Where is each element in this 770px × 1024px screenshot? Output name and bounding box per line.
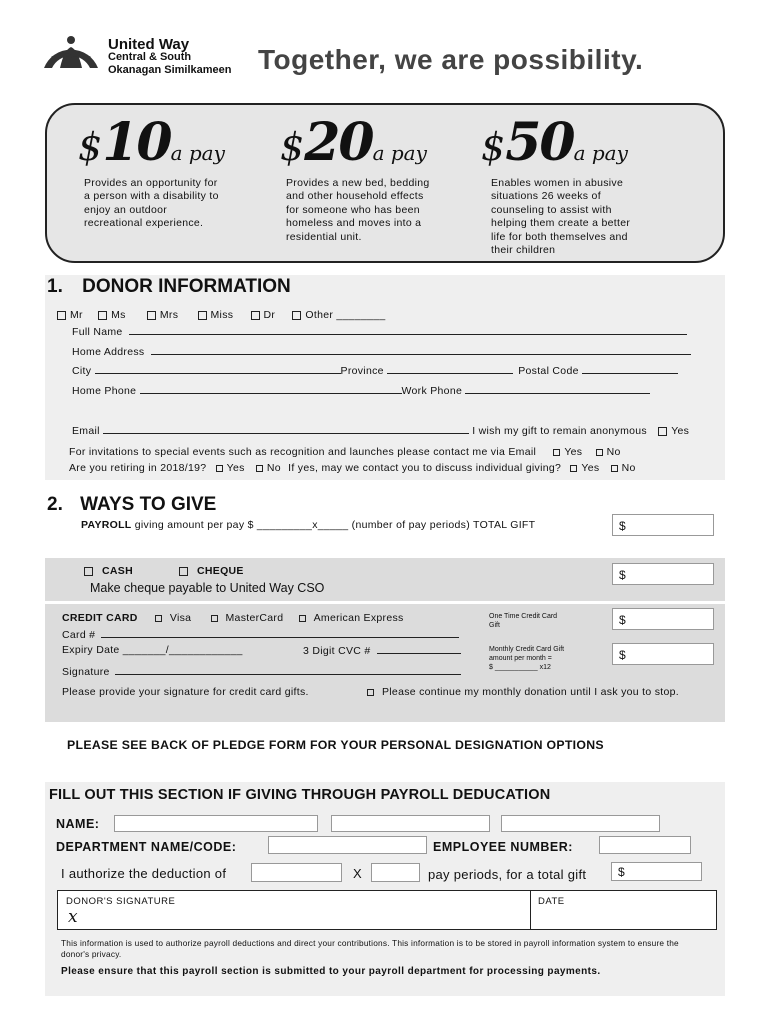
submit-note: Please ensure that this payroll section is submitted to your payroll department for processing payments. bbox=[61, 966, 601, 977]
retiring-row bbox=[69, 462, 636, 474]
total-gift-input[interactable] bbox=[611, 862, 702, 881]
province-label: Province bbox=[340, 365, 384, 377]
section-title: WAYS TO GIVE bbox=[80, 494, 217, 515]
title-label: Other ________ bbox=[305, 309, 386, 321]
checkbox[interactable] bbox=[251, 311, 260, 320]
checkbox[interactable] bbox=[98, 311, 107, 320]
cvc-label: 3 Digit CVC # bbox=[303, 645, 371, 657]
one-time-line: One Time Credit Card bbox=[489, 613, 558, 620]
home-address-field[interactable] bbox=[72, 345, 691, 358]
desc-line: Provides a new bed, bedding bbox=[286, 177, 430, 189]
mastercard-label: MasterCard bbox=[225, 612, 284, 624]
authorize-label: I authorize the deduction of bbox=[61, 866, 227, 881]
employee-number-input[interactable] bbox=[599, 836, 691, 854]
yes-label: Yes bbox=[581, 462, 600, 474]
dollar-sign: $ bbox=[618, 865, 625, 879]
dollar-sign: $ bbox=[619, 648, 626, 662]
title-mrs[interactable] bbox=[147, 309, 178, 321]
level-50-desc bbox=[491, 177, 630, 257]
title-label: Dr bbox=[263, 309, 276, 321]
desc-line: Enables women in abusive bbox=[491, 177, 624, 189]
contact-yes-checkbox[interactable] bbox=[570, 465, 577, 472]
one-time-label bbox=[489, 612, 557, 630]
dollar-sign: $ bbox=[619, 613, 626, 627]
level-suffix: a pay bbox=[573, 141, 628, 165]
title-dr[interactable] bbox=[251, 309, 276, 321]
home-phone-label: Home Phone bbox=[72, 385, 137, 397]
retiring-no-checkbox[interactable] bbox=[256, 465, 263, 472]
cash-label: CASH bbox=[102, 565, 133, 577]
desc-line: Provides an opportunity for bbox=[84, 177, 218, 189]
department-label: DEPARTMENT NAME/CODE: bbox=[56, 840, 237, 854]
anonymous-label: I wish my gift to remain anonymous bbox=[472, 425, 647, 437]
city-label: City bbox=[72, 365, 92, 377]
retiring-label: Are you retiring in 2018/19? bbox=[69, 462, 207, 474]
cheque-amount-input[interactable] bbox=[612, 563, 714, 585]
level-10 bbox=[78, 112, 225, 173]
desc-line: homeless and moves into a bbox=[286, 217, 422, 230]
payroll-total-input[interactable] bbox=[612, 514, 714, 536]
name-label: NAME: bbox=[56, 817, 100, 831]
title-ms[interactable] bbox=[98, 309, 126, 321]
level-suffix: a pay bbox=[170, 141, 225, 165]
org-region-1: Central & South bbox=[108, 51, 192, 63]
amex-checkbox[interactable] bbox=[299, 615, 306, 622]
amex-label: American Express bbox=[313, 612, 404, 624]
full-name-field[interactable] bbox=[72, 325, 694, 338]
continue-checkbox[interactable] bbox=[367, 689, 374, 696]
no-label: No bbox=[266, 462, 281, 474]
payroll-label: PAYROLL bbox=[81, 519, 132, 531]
monthly-line: Monthly Credit Card Gift bbox=[489, 646, 565, 653]
org-region-2: Okanagan Similkameen bbox=[108, 64, 232, 76]
desc-line: life for both themselves and bbox=[491, 230, 628, 243]
city-row bbox=[72, 364, 678, 377]
donor-signature-label: DONOR'S SIGNATURE bbox=[66, 896, 176, 907]
title-other[interactable] bbox=[292, 309, 385, 321]
monthly-label bbox=[489, 645, 564, 672]
cvc-field[interactable] bbox=[303, 644, 461, 657]
title-label: Mr bbox=[70, 309, 83, 321]
email-row bbox=[72, 424, 689, 437]
title-label: Ms bbox=[111, 309, 126, 321]
desc-line: for someone who has been bbox=[286, 203, 420, 216]
field-label: Full Name bbox=[72, 326, 123, 338]
monthly-line: $ ___________ x12 bbox=[489, 664, 551, 671]
anonymous-yes-checkbox[interactable] bbox=[658, 427, 667, 436]
section-number: 1. bbox=[47, 276, 63, 297]
middle-name-input[interactable] bbox=[331, 815, 490, 832]
level-20-desc bbox=[286, 177, 430, 244]
invitations-label: For invitations to special events such as recognition and launches please contact me via Email bbox=[69, 446, 537, 458]
no-label: No bbox=[621, 462, 636, 474]
title-miss[interactable] bbox=[198, 309, 234, 321]
expiry-label: Expiry Date _______/____________ bbox=[62, 644, 243, 656]
deduction-amount-input[interactable] bbox=[251, 863, 342, 882]
cheque-checkbox[interactable] bbox=[179, 567, 188, 576]
desc-line: recreational experience. bbox=[84, 217, 204, 230]
level-10-desc bbox=[84, 177, 219, 231]
cash-checkbox[interactable] bbox=[84, 567, 93, 576]
checkbox[interactable] bbox=[292, 311, 301, 320]
email-label: Email bbox=[72, 425, 100, 437]
level-20 bbox=[280, 112, 427, 173]
cheque-note: Make cheque payable to United Way CSO bbox=[90, 581, 325, 595]
expiry-field[interactable] bbox=[62, 644, 243, 656]
payroll-text: giving amount per pay $ _________x_____ (number of pay periods) TOTAL GIFT bbox=[134, 519, 536, 531]
title-label: Mrs bbox=[159, 309, 179, 321]
visa-label: Visa bbox=[169, 612, 192, 624]
united-way-logo-icon bbox=[40, 22, 102, 70]
times-label: X bbox=[353, 866, 362, 881]
yes-label: Yes bbox=[226, 462, 245, 474]
desc-line: residential unit. bbox=[286, 230, 362, 243]
sig-note: Please provide your signature for credit card gifts. bbox=[62, 686, 309, 698]
yes-label: Yes bbox=[671, 425, 690, 437]
section-title: DONOR INFORMATION bbox=[82, 276, 291, 297]
donor-signature-input[interactable] bbox=[86, 908, 526, 928]
pay-periods-label: pay periods, for a total gift bbox=[428, 867, 587, 882]
province-field[interactable] bbox=[387, 364, 513, 374]
invitations-yes-checkbox[interactable] bbox=[553, 449, 560, 456]
work-phone-field[interactable] bbox=[465, 384, 650, 394]
phone-row bbox=[72, 384, 650, 397]
checkbox[interactable] bbox=[147, 311, 156, 320]
desc-line: their children bbox=[491, 244, 556, 257]
card-number-field[interactable] bbox=[62, 628, 459, 641]
retiring-question: If yes, may we contact you to discuss individual giving? bbox=[288, 462, 562, 474]
level-50 bbox=[481, 112, 628, 173]
level-currency: $ bbox=[280, 125, 305, 169]
level-suffix: a pay bbox=[372, 141, 427, 165]
department-input[interactable] bbox=[268, 836, 427, 854]
mastercard-checkbox[interactable] bbox=[211, 615, 218, 622]
one-time-amount-input[interactable] bbox=[612, 608, 714, 630]
signature-label: Signature bbox=[62, 666, 110, 678]
retiring-yes-checkbox[interactable] bbox=[216, 465, 223, 472]
last-name-input[interactable] bbox=[501, 815, 660, 832]
work-phone-label: Work Phone bbox=[401, 385, 463, 397]
desc-line: helping them create a better bbox=[491, 217, 631, 230]
title-label: Miss bbox=[210, 309, 234, 321]
level-amount: 20 bbox=[304, 112, 373, 173]
checkbox[interactable] bbox=[57, 311, 66, 320]
desc-line: and other household effects bbox=[286, 190, 424, 203]
first-name-input[interactable] bbox=[114, 815, 318, 832]
cash-option[interactable] bbox=[84, 565, 133, 577]
dollar-sign: $ bbox=[619, 519, 626, 533]
level-currency: $ bbox=[78, 125, 103, 169]
see-back-note: PLEASE SEE BACK OF PLEDGE FORM FOR YOUR PERSONAL DESIGNATION OPTIONS bbox=[67, 738, 604, 752]
one-time-line: Gift bbox=[489, 622, 500, 629]
email-field[interactable] bbox=[103, 424, 469, 434]
home-phone-field[interactable] bbox=[140, 384, 402, 394]
visa-checkbox[interactable] bbox=[155, 615, 162, 622]
city-field[interactable] bbox=[95, 364, 341, 374]
postal-code-field[interactable] bbox=[582, 364, 678, 374]
credit-card-label: CREDIT CARD bbox=[62, 612, 138, 624]
payroll-deduction-heading: FILL OUT THIS SECTION IF GIVING THROUGH PAYROLL DEDUCATION bbox=[49, 787, 551, 803]
monthly-line: amount per month = bbox=[489, 655, 552, 662]
cheque-option[interactable] bbox=[179, 565, 244, 577]
continue-label: Please continue my monthly donation until I ask you to stop. bbox=[382, 686, 679, 698]
no-label: No bbox=[606, 446, 621, 458]
card-number-label: Card # bbox=[62, 629, 96, 641]
title-options bbox=[57, 309, 386, 321]
desc-line: a person with a disability to bbox=[84, 190, 219, 203]
date-label: DATE bbox=[538, 896, 565, 907]
continue-option[interactable] bbox=[367, 686, 679, 698]
signature-mark: x bbox=[68, 907, 78, 927]
pay-periods-input[interactable] bbox=[371, 863, 420, 882]
cheque-label: CHEQUE bbox=[197, 565, 244, 577]
date-input[interactable] bbox=[534, 908, 714, 928]
level-amount: 50 bbox=[505, 112, 574, 173]
monthly-amount-input[interactable] bbox=[612, 643, 714, 665]
contact-no-checkbox[interactable] bbox=[611, 465, 618, 472]
level-amount: 10 bbox=[102, 112, 171, 173]
checkbox[interactable] bbox=[198, 311, 207, 320]
title-mr[interactable] bbox=[57, 309, 83, 321]
tagline: Together, we are possibility. bbox=[258, 44, 644, 75]
date-divider bbox=[530, 890, 531, 930]
desc-line: enjoy an outdoor bbox=[84, 203, 168, 216]
employee-number-label: EMPLOYEE NUMBER: bbox=[433, 840, 573, 854]
level-currency: $ bbox=[481, 125, 506, 169]
yes-label: Yes bbox=[564, 446, 583, 458]
logo bbox=[40, 22, 102, 70]
dollar-sign: $ bbox=[619, 568, 626, 582]
field-label: Home Address bbox=[72, 346, 145, 358]
desc-line: situations 26 weeks of bbox=[491, 190, 601, 203]
credit-card-row bbox=[62, 612, 404, 624]
signature-field[interactable] bbox=[62, 665, 461, 678]
invitations-no-checkbox[interactable] bbox=[596, 449, 603, 456]
invitations-row bbox=[69, 446, 621, 458]
desc-line: counseling to assist with bbox=[491, 203, 612, 216]
privacy-note: This information is used to authorize payroll deductions and direct your contributions. This information is to be stored in payroll information system to ensure the donor's privacy. bbox=[61, 938, 679, 959]
postal-code-label: Postal Code bbox=[518, 365, 579, 377]
section-number: 2. bbox=[47, 494, 63, 515]
payroll-row bbox=[81, 519, 535, 531]
org-name: United Way bbox=[108, 36, 190, 53]
